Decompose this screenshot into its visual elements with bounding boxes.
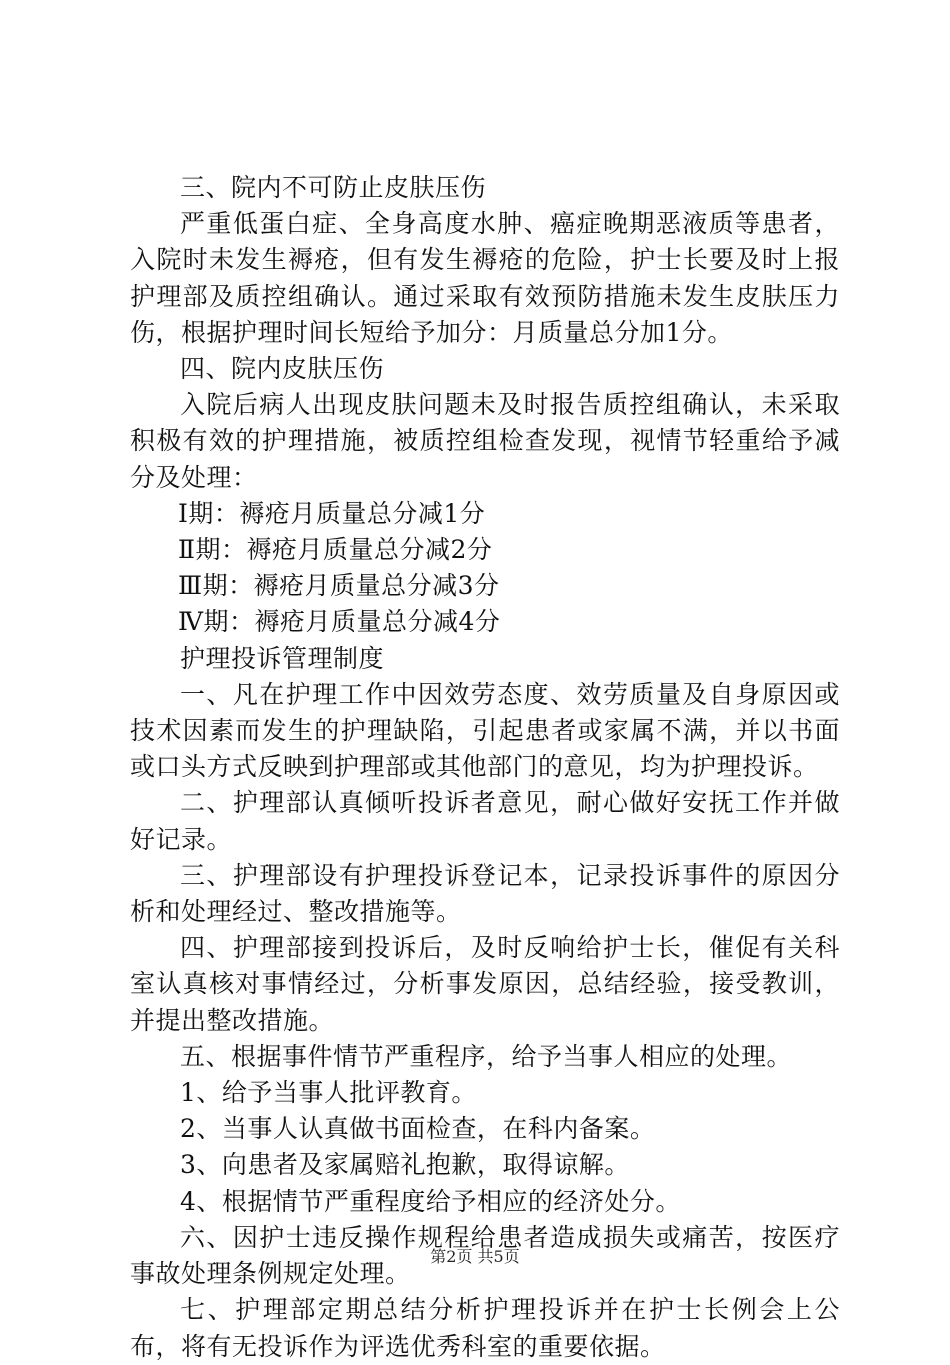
stage-item-2: Ⅱ期：褥疮月质量总分减2分 <box>178 535 493 565</box>
stage-item-3: Ⅲ期：褥疮月质量总分减3分 <box>178 571 500 601</box>
list-item: 1、给予当事人批评教育。 <box>180 1078 477 1108</box>
paragraph: 入院后病人出现皮肤问题未及时报告质控组确认，未采取积极有效的护理措施，被质控组检查发现，视情节轻重给予减分及处理： <box>130 390 840 492</box>
paragraph: 严重低蛋白症、全身高度水肿、癌症晚期恶液质等患者，入院时未发生褥疮，但有发生褥疮的危险，护士长要及时上报护理部及质控组确认。通过采取有效预防措施未发生皮肤压力伤，根据护理时间长短给予加分：月质量总分加1分。 <box>130 209 840 347</box>
paragraph: 七、护理部定期总结分析护理投诉并在护士长例会上公布，将有无投诉作为评选优秀科室的重要依据。 <box>130 1295 840 1361</box>
paragraph: 一、凡在护理工作中因效劳态度、效劳质量及自身原因或技术因素而发生的护理缺陷，引起患者或家属不满，并以书面或口头方式反映到护理部或其他部门的意见，均为护理投诉。 <box>130 679 840 782</box>
section-heading-4: 四、院内皮肤压伤 <box>180 354 385 384</box>
paragraph: 四、护理部接到投诉后，及时反响给护士长，催促有关科室认真核对事情经过，分析事发原因，总结经验，接受教训，并提出整改措施。 <box>130 933 840 1035</box>
section-heading-3: 三、院内不可防止皮肤压伤 <box>180 173 487 202</box>
list-item: 4、根据情节严重程度给予相应的经济处分。 <box>180 1186 681 1216</box>
list-item: 3、向患者及家属赔礼抱歉，取得谅解。 <box>180 1150 630 1180</box>
paragraph: 五、根据事件情节严重程序，给予当事人相应的处理。 <box>180 1041 793 1071</box>
paragraph: 六、因护士违反操作规程给患者造成损失或痛苦，按医疗事故处理条例规定处理。 <box>130 1222 840 1289</box>
page-number: 第2页 共5页 <box>430 1247 520 1266</box>
paragraph: 二、护理部认真倾听投诉者意见，耐心做好安抚工作并做好记录。 <box>130 788 840 854</box>
paragraph: 三、护理部设有护理投诉登记本，记录投诉事件的原因分析和处理经过、整改措施等。 <box>130 860 840 927</box>
document-title: 护理投诉管理制度 <box>180 643 385 673</box>
list-item: 2、当事人认真做书面检查，在科内备案。 <box>180 1114 656 1144</box>
document-body <box>130 170 840 1365</box>
stage-item-4: Ⅳ期：褥疮月质量总分减4分 <box>178 607 501 637</box>
stage-item-1: Ⅰ期：褥疮月质量总分减1分 <box>178 498 486 528</box>
